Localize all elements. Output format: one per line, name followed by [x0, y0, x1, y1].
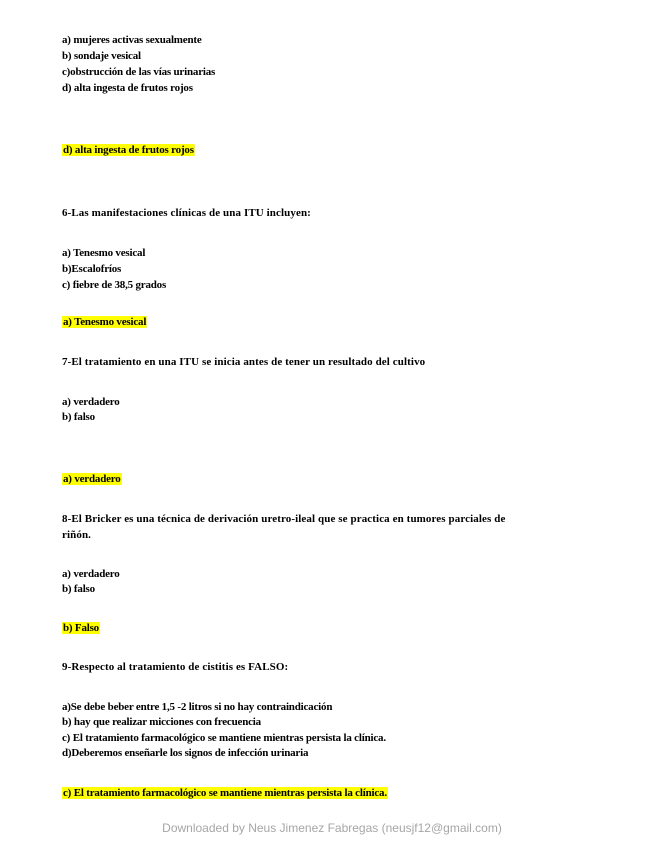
- q6-option-c: c) fiebre de 38,5 grados: [62, 279, 167, 291]
- question-7: 7-El tratamiento en una ITU se inicia antes de tener un resultado del cultivo: [62, 356, 426, 368]
- q7-option-a: a) verdadero: [62, 396, 120, 408]
- q6-option-a: a) Tenesmo vesical: [62, 247, 146, 259]
- q8-answer: [62, 621, 100, 635]
- q7-option-b: b) falso: [62, 411, 95, 423]
- prev-option-d: d) alta ingesta de frutos rojos: [62, 82, 193, 94]
- download-footer: Downloaded by Neus Jimenez Fabregas (neusjf12@gmail.com): [162, 821, 502, 835]
- question-9: 9-Respecto al tratamiento de cistitis es FALSO:: [62, 661, 289, 673]
- q9-answer-highlight: c) El tratamiento farmacológico se mantiene mientras persista la clínica.: [63, 787, 387, 799]
- q9-option-b: b) hay que realizar micciones con frecuencia: [62, 716, 261, 728]
- question-6: 6-Las manifestaciones clínicas de una ITU incluyen:: [62, 207, 311, 219]
- q8-option-a: a) verdadero: [62, 568, 120, 580]
- q9-option-d: d)Deberemos enseñarle los signos de infección urinaria: [62, 747, 309, 759]
- q9-answer: [62, 786, 388, 800]
- q9-option-c: c) El tratamiento farmacológico se mantiene mientras persista la clínica.: [62, 732, 386, 744]
- q7-answer: [62, 472, 122, 486]
- q7-answer-highlight: a) verdadero: [63, 473, 121, 485]
- q8-option-b: b) falso: [62, 583, 95, 595]
- q6-answer: [62, 315, 147, 329]
- q9-option-a: a)Se debe beber entre 1,5 -2 litros si no hay contraindicación: [62, 701, 333, 713]
- prev-option-a: a) mujeres activas sexualmente: [62, 34, 202, 46]
- q6-option-b: b)Escalofríos: [62, 263, 122, 275]
- prev-option-b: b) sondaje vesical: [62, 50, 141, 62]
- prev-answer-highlight: d) alta ingesta de frutos rojos: [63, 144, 194, 156]
- question-8-line-1: 8-El Bricker es una técnica de derivación uretro-ileal que se practica en tumores parciales de: [62, 513, 506, 525]
- question-8-line-2: riñón.: [62, 529, 92, 541]
- prev-option-c: c)obstrucción de las vías urinarias: [62, 66, 216, 78]
- q8-answer-highlight: b) Falso: [63, 622, 99, 634]
- prev-answer: [62, 143, 195, 157]
- q6-answer-highlight: a) Tenesmo vesical: [63, 316, 147, 328]
